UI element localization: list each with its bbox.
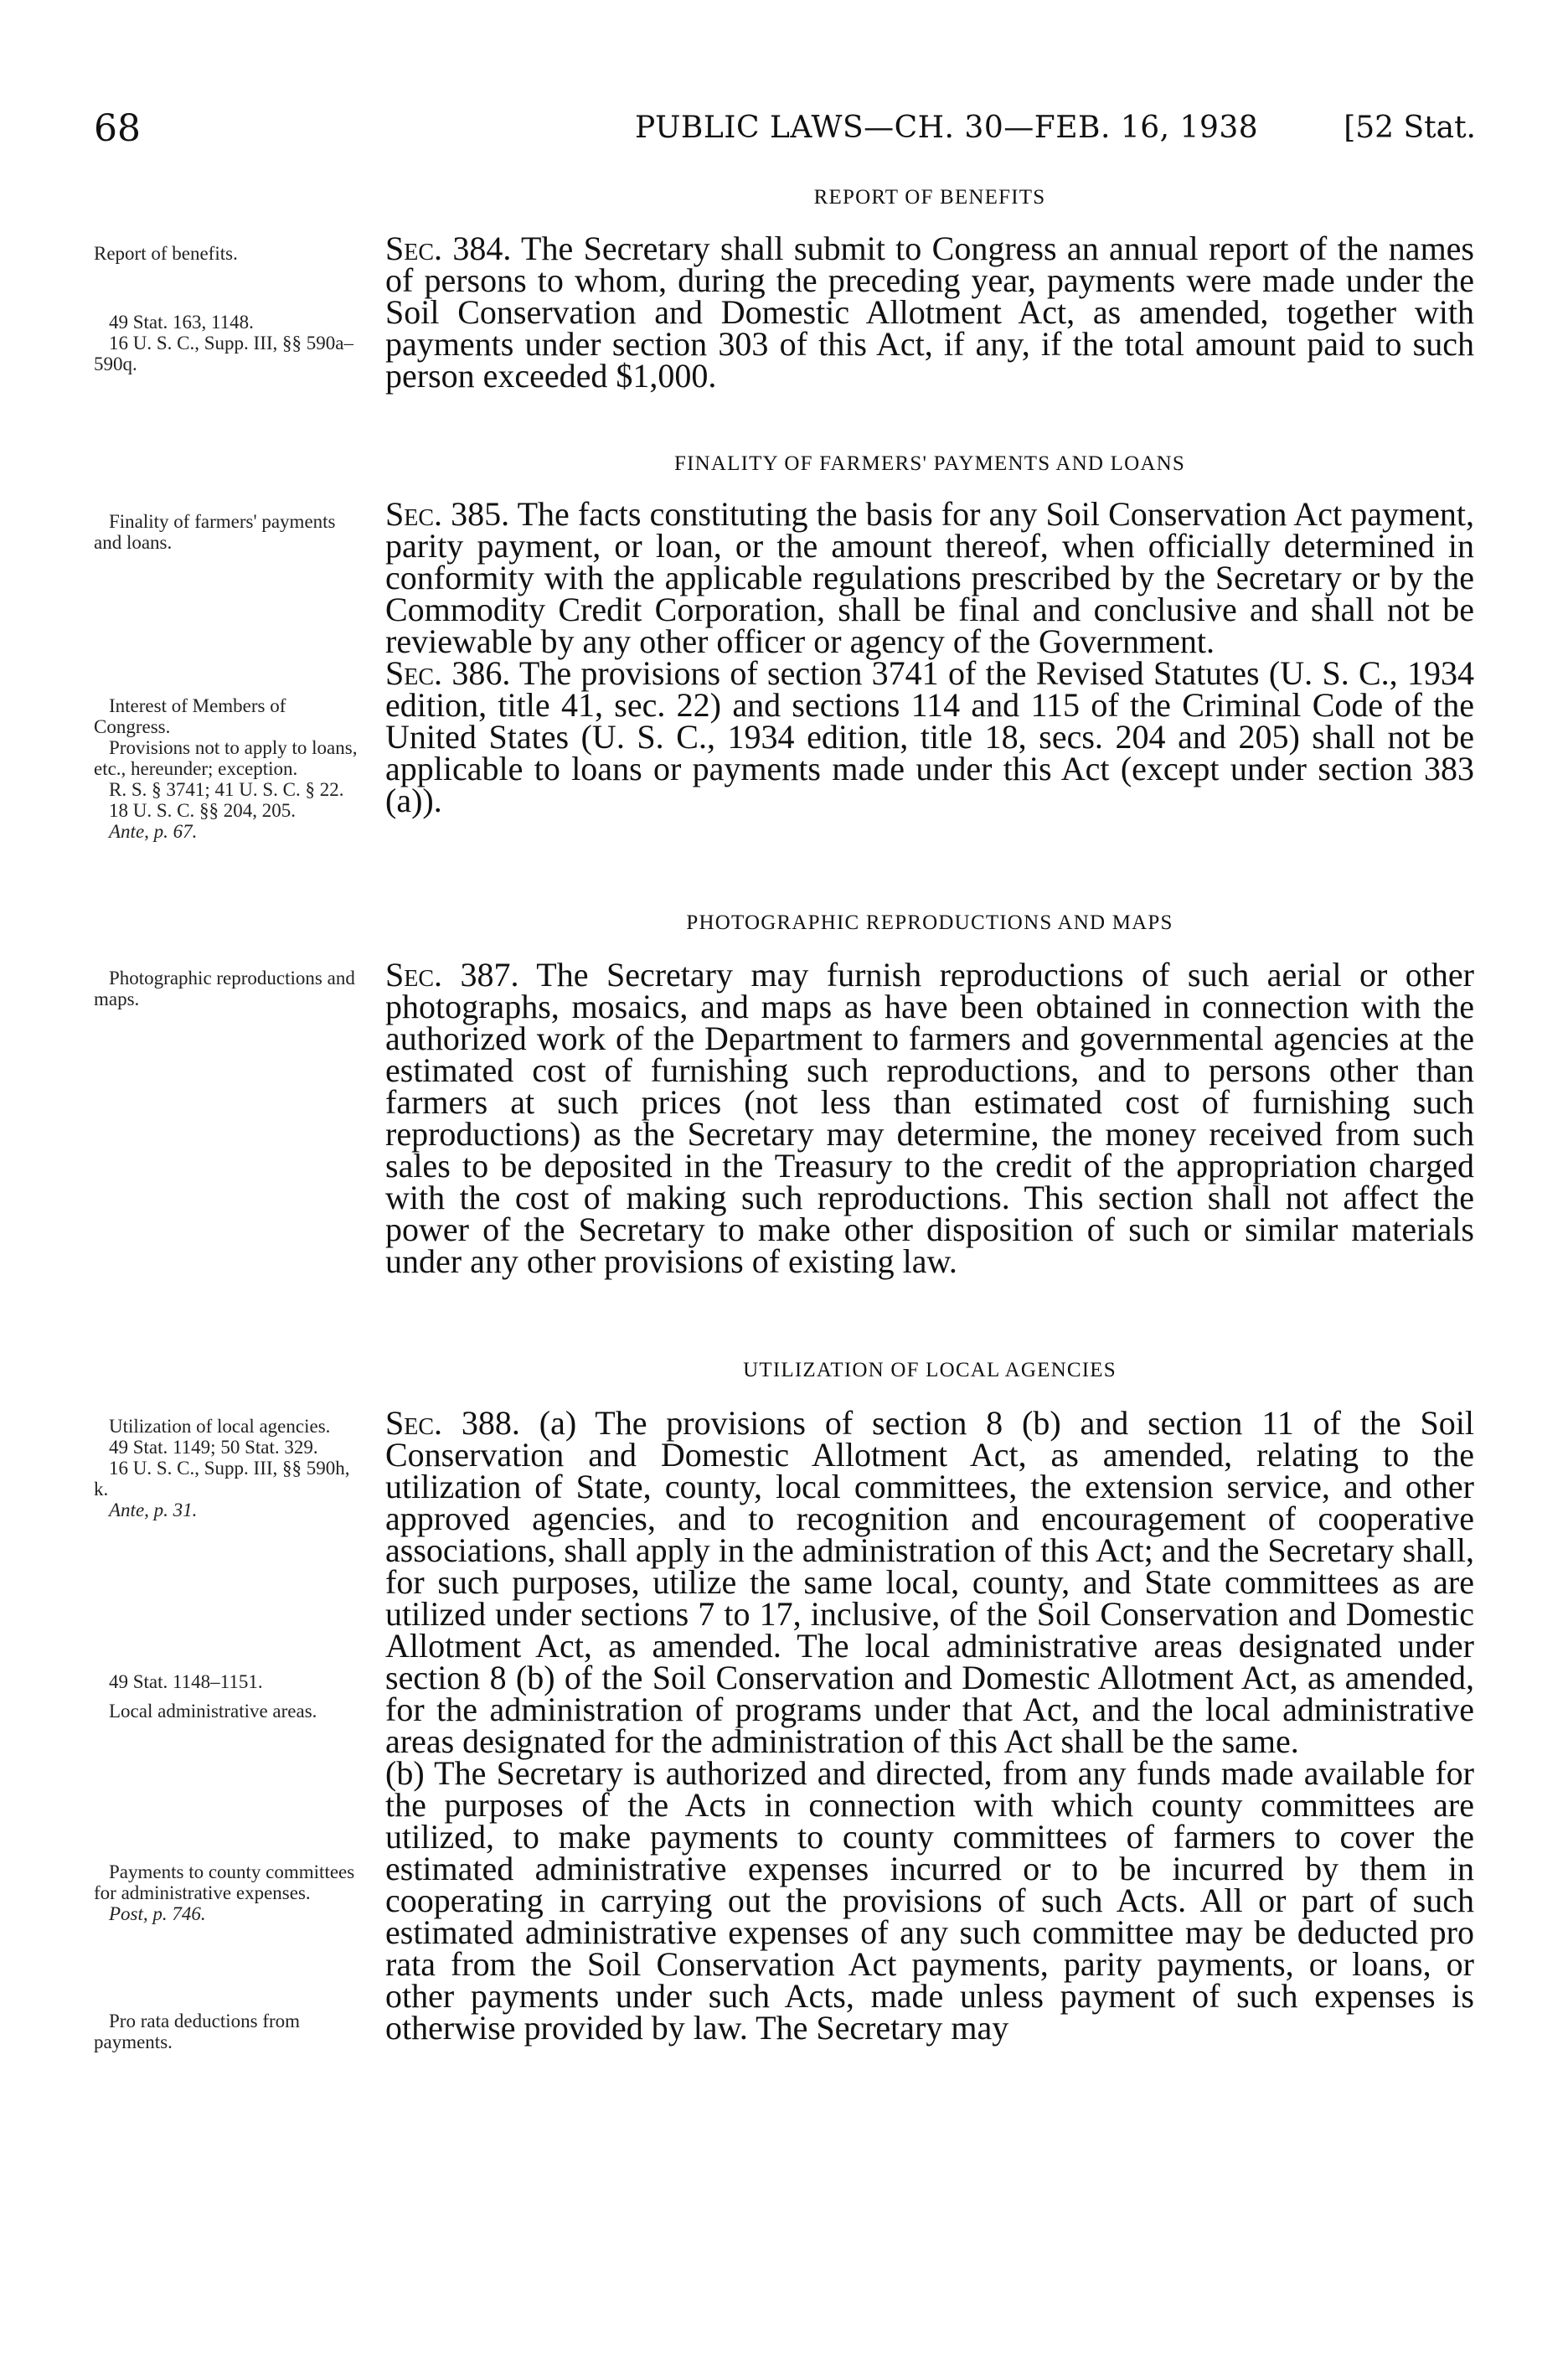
section-number: Sec. 388.: [385, 1404, 520, 1442]
section-number: Sec. 384.: [385, 230, 512, 267]
section-text: (a) The provisions of section 8 (b) and section 11 of the Soil Conservation and Domestic Allotment Act, as amended, relating to the utilization of State, county, local committees, the extension service, and other approved agencies, and to recognition and encouragement of cooperative associations, shall apply in the administration of this Act; and the Secretary shall, for such purposes, utilize the same local, county, and State committees as are utilized under sections 7 to 17, inclusive, of the Soil Conservation and Domestic Allotment Act, as amended. The local administrative areas designated under section 8 (b) of the Soil Conservation and Domestic Allotment Act, as amended, for the administration of programs under that Act, and the local administrative areas designated for the administration of this Act shall be the same.: [385, 1404, 1475, 1760]
section-heading: FINALITY OF FARMERS' PAYMENTS AND LOANS: [674, 452, 1185, 475]
section-heading: UTILIZATION OF LOCAL AGENCIES: [743, 1359, 1117, 1381]
margin-note-interest: [94, 695, 362, 842]
section-heading: PHOTOGRAPHIC REPRODUCTIONS AND MAPS: [686, 911, 1173, 934]
margin-citation: 49 Stat. 1148–1151.: [109, 1671, 263, 1692]
running-title: PUBLIC LAWS—CH. 30—FEB. 16, 1938: [635, 111, 1259, 145]
section-388: [385, 1404, 1475, 2047]
section-text: The facts constituting the basis for any Soil Conservation Act payment, parity payment, or loan, or the amount thereof, when officially determined in conformity with the applicable regulations prescribed by the Secretary or by the Commodity Credit Corporation, shall be final and conclusive and shall not be reviewable by any other officer or agency of the Government.: [385, 495, 1474, 660]
margin-note-text: Local administrative areas.: [109, 1701, 317, 1722]
section-number: Sec. 386.: [385, 654, 511, 692]
margin-note-text: Payments to county committees for administrative expenses.: [94, 1861, 355, 1903]
margin-note-text: Pro rata deductions from payments.: [94, 2011, 301, 2052]
margin-note-text: Provisions not to apply to loans, etc., hereunder; exception.: [94, 737, 358, 779]
section-text: The Secretary may furnish reproductions of such aerial or other photographs, mosaics, and maps as have been obtained in connection with the authorized work of the Department to farmers and governmental agencies at the estimated cost of furnishing such reproductions, and to persons other than farmers at such prices (not less than estimated cost of furnishing such reproductions) as the Secretary may determine, the money received from such sales to be deposited in the Treasury to the credit of the appropriation charged with the cost of making such reproductions. This section shall not affect the power of the Secretary to make other disposition of such or similar materials under any other provisions of existing law.: [385, 956, 1474, 1280]
margin-note-1148: [94, 1671, 362, 1722]
section-text: The provisions of section 3741 of the Revised Statutes (U. S. C., 1934 edition, title 41, sec. 22) and sections 114 and 115 of the Criminal Code of the United States (U. S. C., 1934 edition, title 18, secs. 204 and 205) shall not be applicable to loans or payments made under this Act (except under section 383 (a)).: [385, 654, 1474, 819]
page-number: 68: [94, 107, 141, 150]
margin-note-cite-384: [94, 312, 362, 374]
margin-note-photo: [94, 968, 362, 1009]
margin-note-text: Finality of farmers' payments and loans.: [94, 511, 336, 553]
section-text: The Secretary shall submit to Congress an annual report of the names of persons to whom, during the preceding year, payments were made under the Soil Conservation and Domestic Allotment Act, as amended, together with payments under section 303 of this Act, if any, if the total amount paid to such person exceeded $1,000.: [385, 230, 1474, 395]
section-heading: REPORT OF BENEFITS: [813, 186, 1046, 209]
margin-citation: 16 U. S. C., Supp. III, §§ 590a–590q.: [94, 333, 353, 374]
running-head: [94, 107, 1476, 157]
margin-citation: R. S. § 3741; 41 U. S. C. § 22.: [109, 779, 344, 800]
margin-note-prorata: [94, 2011, 362, 2052]
volume-reference: [52 Stat.: [1344, 111, 1476, 145]
margin-citation: Post, p. 746.: [109, 1903, 206, 1924]
margin-note-text: Report of benefits.: [94, 243, 238, 264]
margin-note-report: [94, 243, 362, 264]
margin-citation: 16 U. S. C., Supp. III, §§ 590h, k.: [94, 1458, 350, 1500]
margin-citation: 49 Stat. 1149; 50 Stat. 329.: [109, 1437, 318, 1458]
section-387: [385, 956, 1474, 1280]
margin-citation: 18 U. S. C. §§ 204, 205.: [109, 800, 296, 821]
section-text: (b) The Secretary is authorized and directed, from any funds made available for the purposes of the Acts in connection with which county committees are utilized, to make payments to county committees of farmers to cover the estimated administrative expenses incurred or to be incurred by them in cooperating in carrying out the provisions of such Acts. All or part of such estimated administrative expenses of any such committee may be deducted pro rata from the Soil Conservation Act payments, parity payments, or loans, or other payments under such Acts, made unless payment of such expenses is otherwise provided by law. The Secretary may: [385, 1754, 1474, 2047]
section-number: Sec. 387.: [385, 956, 519, 994]
margin-note-text: Utilization of local agencies.: [109, 1416, 331, 1437]
margin-note-finality: [94, 511, 362, 553]
section-384: [385, 230, 1474, 395]
section-number: Sec. 385.: [385, 495, 510, 533]
margin-note-payments: [94, 1861, 362, 1924]
margin-citation: Ante, p. 67.: [109, 821, 198, 842]
margin-note-text: Interest of Members of Congress.: [94, 695, 286, 737]
margin-note-text: Photographic reproductions and maps.: [94, 968, 355, 1009]
margin-citation: 49 Stat. 163, 1148.: [109, 312, 254, 333]
margin-note-util: [94, 1416, 362, 1520]
section-385: [385, 495, 1474, 819]
margin-citation: Ante, p. 31.: [109, 1500, 198, 1520]
